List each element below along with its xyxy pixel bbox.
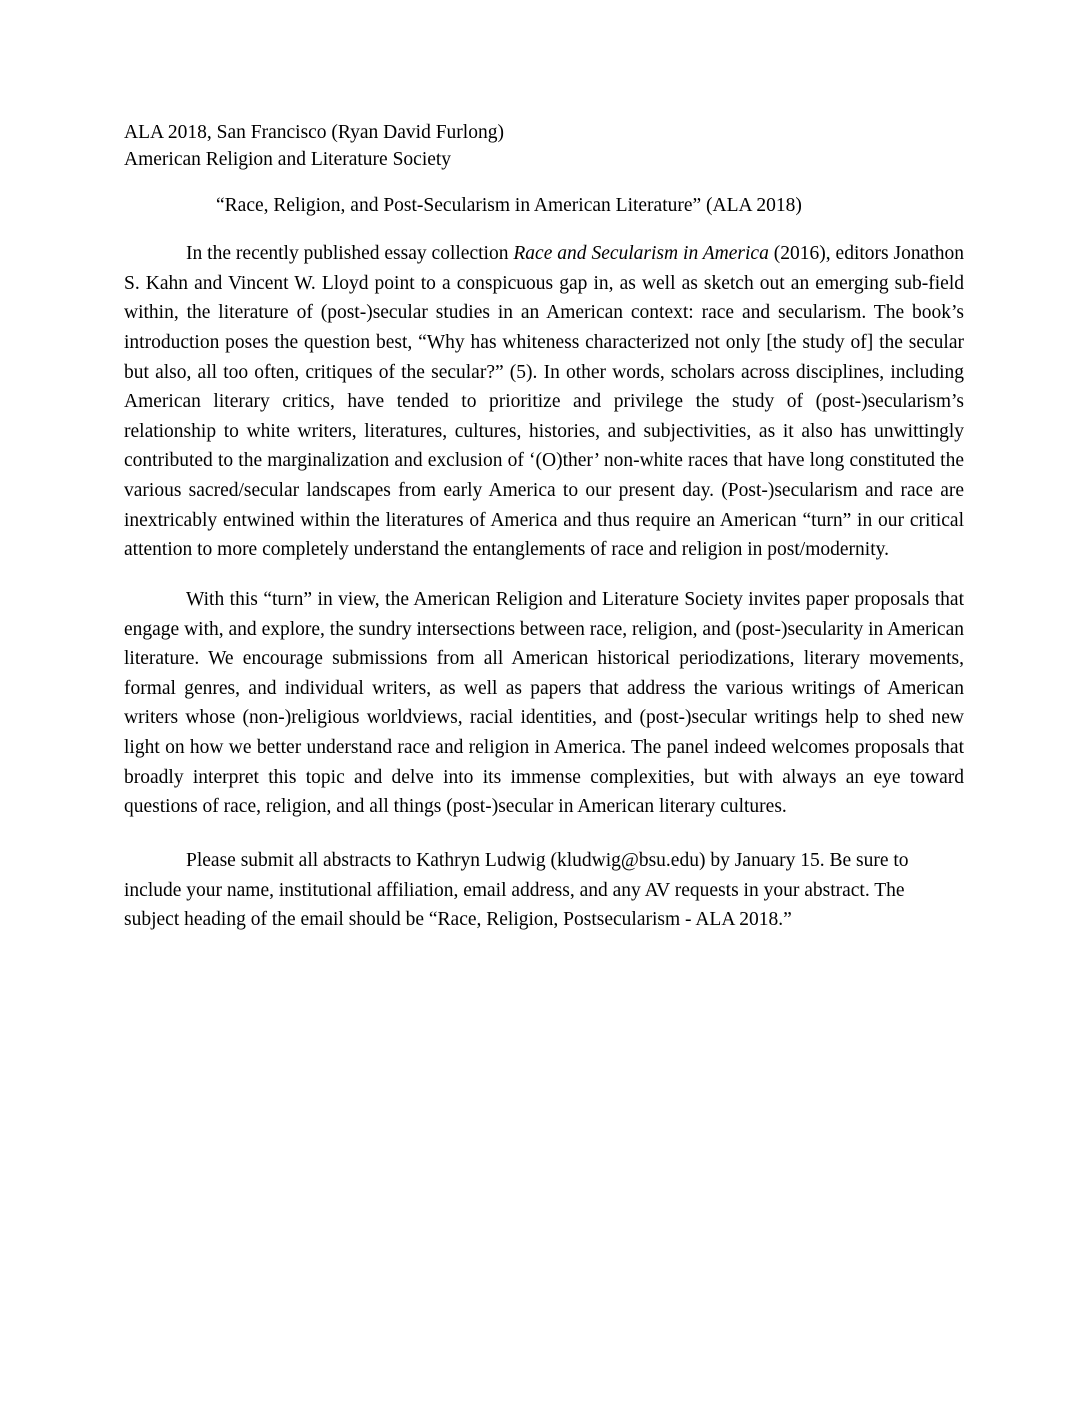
- document-header: [124, 120, 964, 174]
- page-title: “Race, Religion, and Post-Secularism in American Literature” (ALA 2018): [216, 194, 802, 216]
- book-title-italic: Race and Secularism in America: [513, 243, 769, 265]
- paragraph-two: With this “turn” in view, the American Religion and Literature Society invites paper proposals that engage with, and explore, the sundry intersections between race, religion, and (post-)secularity in American literature. We encourage submissions from all American historical periodizations, literary movements, formal genres, and individual writers, as well as papers that address the various writings of American writers whose (non-)religious worldviews, racial identities, and (post-)secular writings help to shed new light on how we better understand race and religion in America. The panel indeed welcomes proposals that broadly interpret this topic and delve into its immense complexities, but with always an eye toward questions of race, religion, and all things (post-)secular in American literary cultures.: [124, 588, 964, 818]
- paragraph-one: [124, 239, 964, 565]
- paragraph-one-text-after-italic: (2016), editors Jonathon S. Kahn and Vincent W. Lloyd point to a conspicuous gap in, as well as sketch out an emerging sub-field within, the literature of (post-)secular studies in an American context: race and secularism. The book’s introduction poses the question best, “Why has whiteness characterized not only [the study of] the secular but also, all too often, critiques of the secular?” (5). In other words, scholars across disciplines, including American literary critics, have tended to prioritize and privilege the study of (post-)secularism’s relationship to white writers, literatures, cultures, histories, and subjectivities, as it also has unwittingly contributed to the marginalization and exclusion of ‘(O)ther’ non-white races that have long constituted the various sacred/secular landscapes from early America to our present day. (Post-)secularism and race are inextricably entwined within the literatures of America and thus require an American “turn” in our critical attention to more completely understand the entanglements of race and religion in post/modernity.: [124, 243, 964, 561]
- header-line-society: American Religion and Literature Society: [124, 148, 452, 170]
- header-line-conference: ALA 2018, San Francisco (Ryan David Furlong): [124, 122, 504, 143]
- paragraph-three: Please submit all abstracts to Kathryn Ludwig (kludwig@bsu.edu) by January 15. Be sure to include your name, institutional affiliation, email address, and any AV requests in your abstract. The subject heading of the email should be “Race, Religion, Postsecularism - ALA 2018.”: [124, 849, 909, 931]
- paragraph-one-text-before-italic: In the recently published essay collection: [186, 243, 514, 265]
